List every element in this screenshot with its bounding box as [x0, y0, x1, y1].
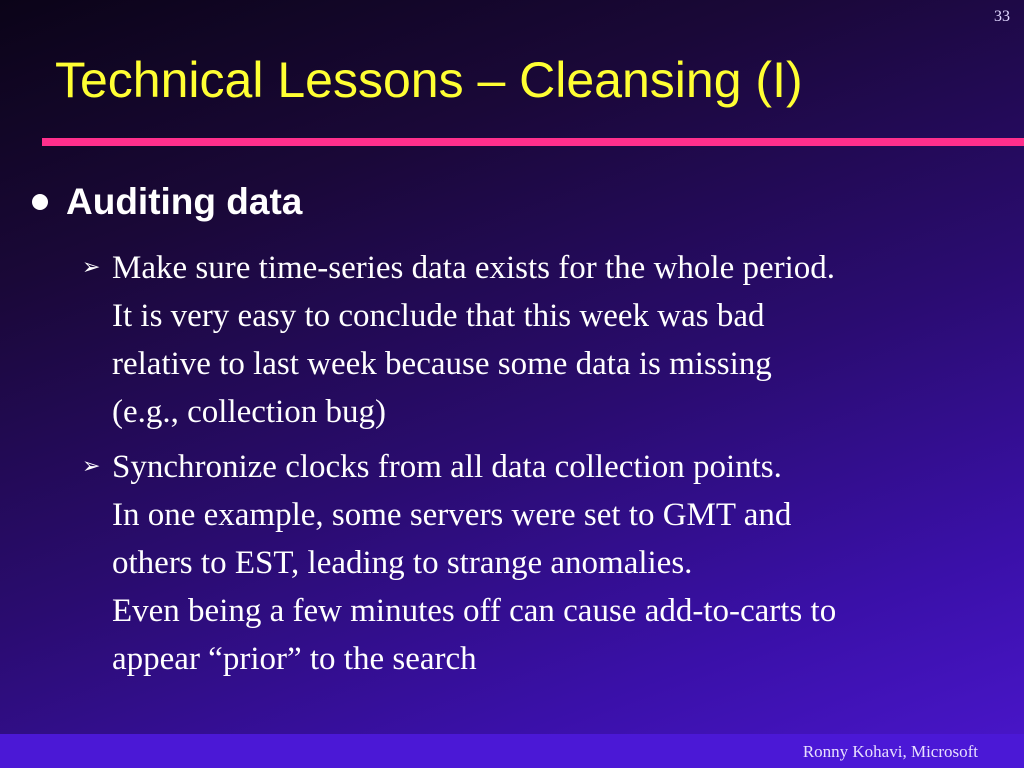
arrowhead-bullet-icon: ➢ — [82, 255, 101, 280]
sub-bullet-time-series — [82, 244, 1012, 436]
text-line: Even being a few minutes off can cause add-to-carts to — [112, 593, 837, 629]
text-line: It is very easy to conclude that this week was bad — [112, 298, 765, 334]
text-line: relative to last week because some data is missing — [112, 346, 772, 382]
text-line: In one example, some servers were set to GMT and — [112, 497, 792, 533]
arrowhead-bullet-icon: ➢ — [82, 454, 101, 479]
text-line: (e.g., collection bug) — [112, 394, 386, 430]
footer-author: Ronny Kohavi, Microsoft — [802, 742, 978, 761]
text-line: others to EST, leading to strange anomalies. — [112, 545, 693, 581]
text-line: appear “prior” to the search — [112, 641, 477, 677]
sub-bullet-text — [112, 443, 836, 683]
bullet-auditing-data — [32, 180, 302, 224]
slide-title: Technical Lessons – Cleansing (I) — [55, 52, 803, 108]
circle-bullet-icon — [32, 194, 48, 210]
text-line: Make sure time-series data exists for the whole period. — [112, 250, 836, 286]
sub-bullet-clocks — [82, 443, 1012, 683]
bullet-label: Auditing data — [66, 181, 303, 222]
sub-bullet-text — [112, 244, 835, 436]
title-divider — [42, 138, 1024, 146]
slide-number: 33 — [994, 8, 1010, 25]
text-line: Synchronize clocks from all data collection points. — [112, 449, 782, 485]
